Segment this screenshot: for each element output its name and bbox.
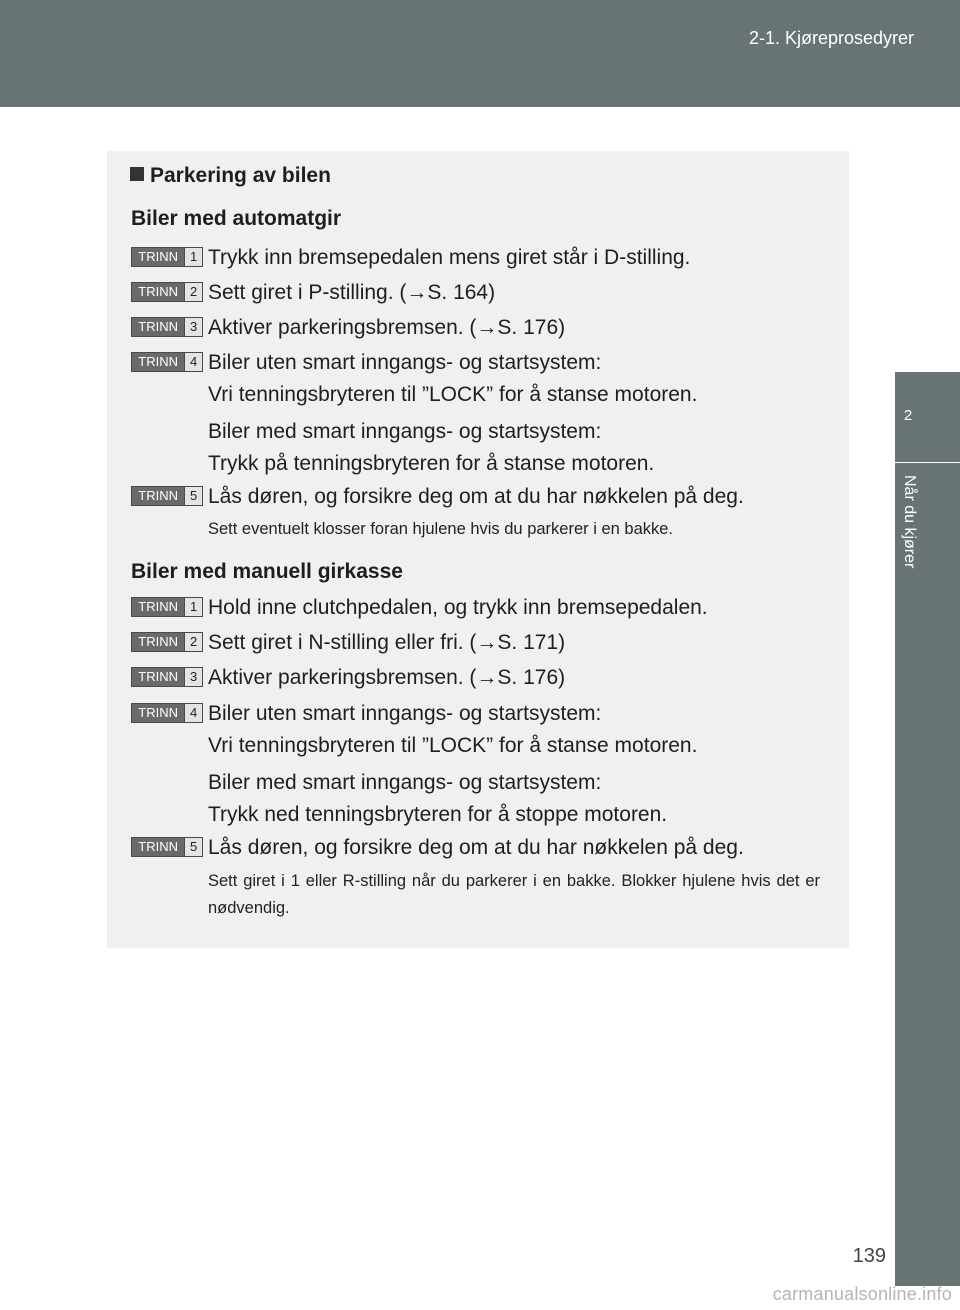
step-badge: TRINN 3 <box>131 667 203 687</box>
step-badge: TRINN 1 <box>131 597 203 617</box>
chapter-title: 2-1. Kjøreprosedyrer <box>748 28 914 48</box>
subheading-manual: Biler med manuell girkasse <box>131 560 403 583</box>
note-manual: Sett giret i 1 eller R-stilling når du parkerer i en bakke. Blokker hjulene hvis det er nødvendig. <box>208 872 820 917</box>
step-text: Biler uten smart inngangs- og startsystem: Vri tenningsbryteren til ”LOCK” for å stanse motoren. Biler med smart inngangs- og startsystem: Trykk på tenningsbryteren for å stanse motoren. <box>208 351 698 475</box>
step-badge: TRINN 1 <box>131 247 203 267</box>
section-title <box>130 164 331 188</box>
step-badge: TRINN 4 <box>131 703 203 723</box>
step-badge: TRINN 5 <box>131 486 203 506</box>
step-badge: TRINN 2 <box>131 632 203 652</box>
step-text: Sett giret i P-stilling. (→S. 164) <box>208 281 496 304</box>
section-title-text: Parkering av bilen <box>150 164 331 187</box>
page-number: 139 <box>852 1245 886 1267</box>
watermark: carmanualsonline.info <box>772 1284 952 1304</box>
header-bar <box>0 0 960 107</box>
side-tab-divider <box>895 462 960 463</box>
step-text: Hold inne clutchpedalen, og trykk inn bremsepedalen. <box>208 596 708 619</box>
step-badge: TRINN 3 <box>131 317 203 337</box>
subheading-automatic: Biler med automatgir <box>131 207 342 230</box>
step-text: Aktiver parkeringsbremsen. (→S. 176) <box>208 316 566 339</box>
square-bullet-icon <box>130 167 144 181</box>
step-text: Aktiver parkeringsbremsen. (→S. 176) <box>208 666 566 689</box>
step-badge: TRINN 4 <box>131 352 203 372</box>
side-tab-number: 2 <box>903 407 913 424</box>
step-text: Lås døren, og forsikre deg om at du har nøkkelen på deg. <box>208 836 744 859</box>
note-automatic: Sett eventuelt klosser foran hjulene hvis du parkerer i en bakke. <box>208 520 674 538</box>
step-text: Biler uten smart inngangs- og startsystem: Vri tenningsbryteren til ”LOCK” for å stanse motoren. Biler med smart inngangs- og startsystem: Trykk ned tenningsbryteren for å stoppe motoren. <box>208 702 698 826</box>
step-text: Trykk inn bremsepedalen mens giret står i D-stilling. <box>208 246 691 269</box>
side-tab-label: Når du kjører <box>901 475 918 569</box>
step-badge: TRINN 5 <box>131 837 203 857</box>
step-text: Lås døren, og forsikre deg om at du har nøkkelen på deg. <box>208 485 744 508</box>
step-badge: TRINN 2 <box>131 282 203 302</box>
step-text: Sett giret i N-stilling eller fri. (→S. 171) <box>208 631 566 654</box>
